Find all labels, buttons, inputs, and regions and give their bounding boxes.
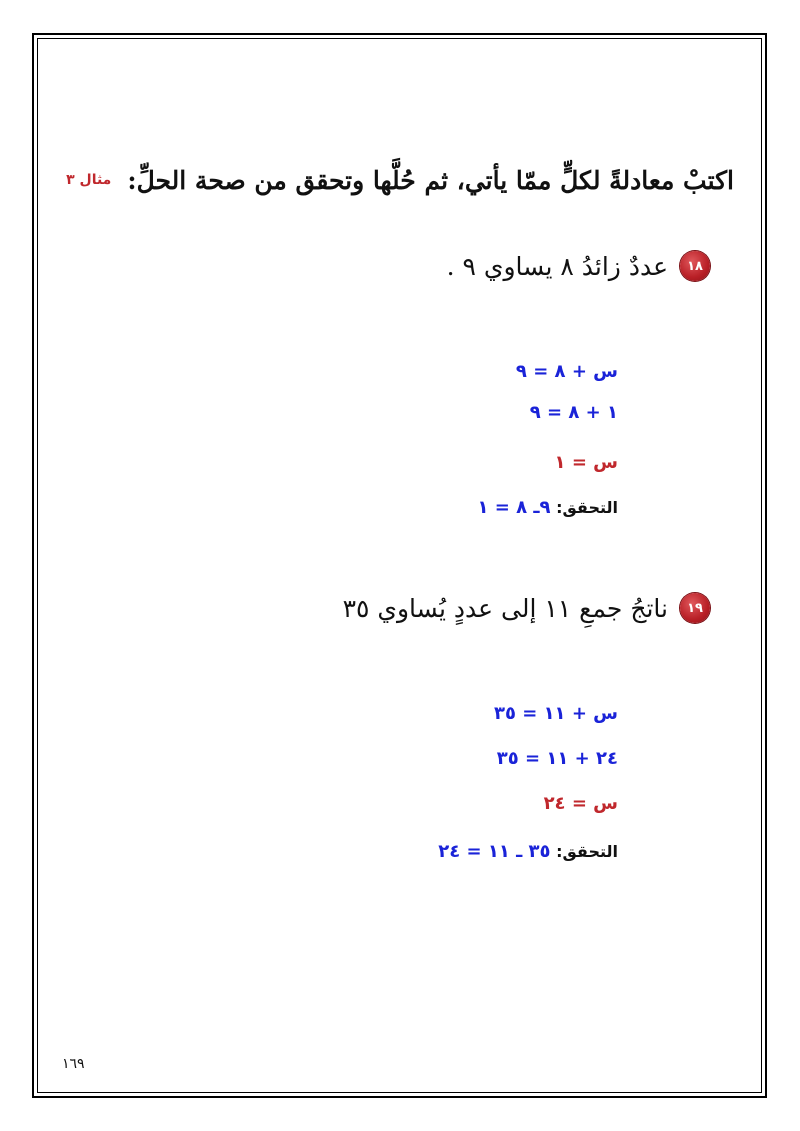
check-line (438, 841, 618, 862)
problem-statement: عددٌ زائدُ ٨ يساوي ٩ . (446, 251, 668, 281)
example-reference: مثال ٣ (66, 172, 112, 188)
check-label: التحقق: (556, 842, 618, 861)
check-value: ٩ـ ٨ = ١ (477, 497, 551, 518)
equation-step: ٢٤ + ١١ = ٣٥ (496, 748, 618, 769)
problem-number-badge: ١٨ (680, 251, 710, 281)
equation-step: س + ١١ = ٣٥ (493, 703, 618, 724)
check-line (477, 497, 618, 518)
exercise-heading (66, 160, 734, 200)
problem-19 (343, 588, 710, 628)
problem-number-badge: ١٩ (680, 593, 710, 623)
equation-solution: س = ١ (554, 452, 618, 473)
check-label: التحقق: (556, 498, 618, 517)
equation-step: س + ٨ = ٩ (515, 361, 618, 382)
equation-step: ١ + ٨ = ٩ (529, 402, 618, 423)
problem-statement: ناتجُ جمعِ ١١ إلى عددٍ يُساوي ٣٥ (342, 593, 668, 623)
equation-solution: س = ٢٤ (543, 793, 618, 814)
problem-18 (447, 246, 710, 286)
check-value: ٣٥ ـ ١١ = ٢٤ (438, 841, 551, 862)
page-number: ١٦٩ (62, 1056, 85, 1072)
instruction-text: اكتبْ معادلةً لكلٍّ ممّا يأتي، ثم حُلَّها وتحقق من صحة الحلِّ: (127, 165, 734, 195)
